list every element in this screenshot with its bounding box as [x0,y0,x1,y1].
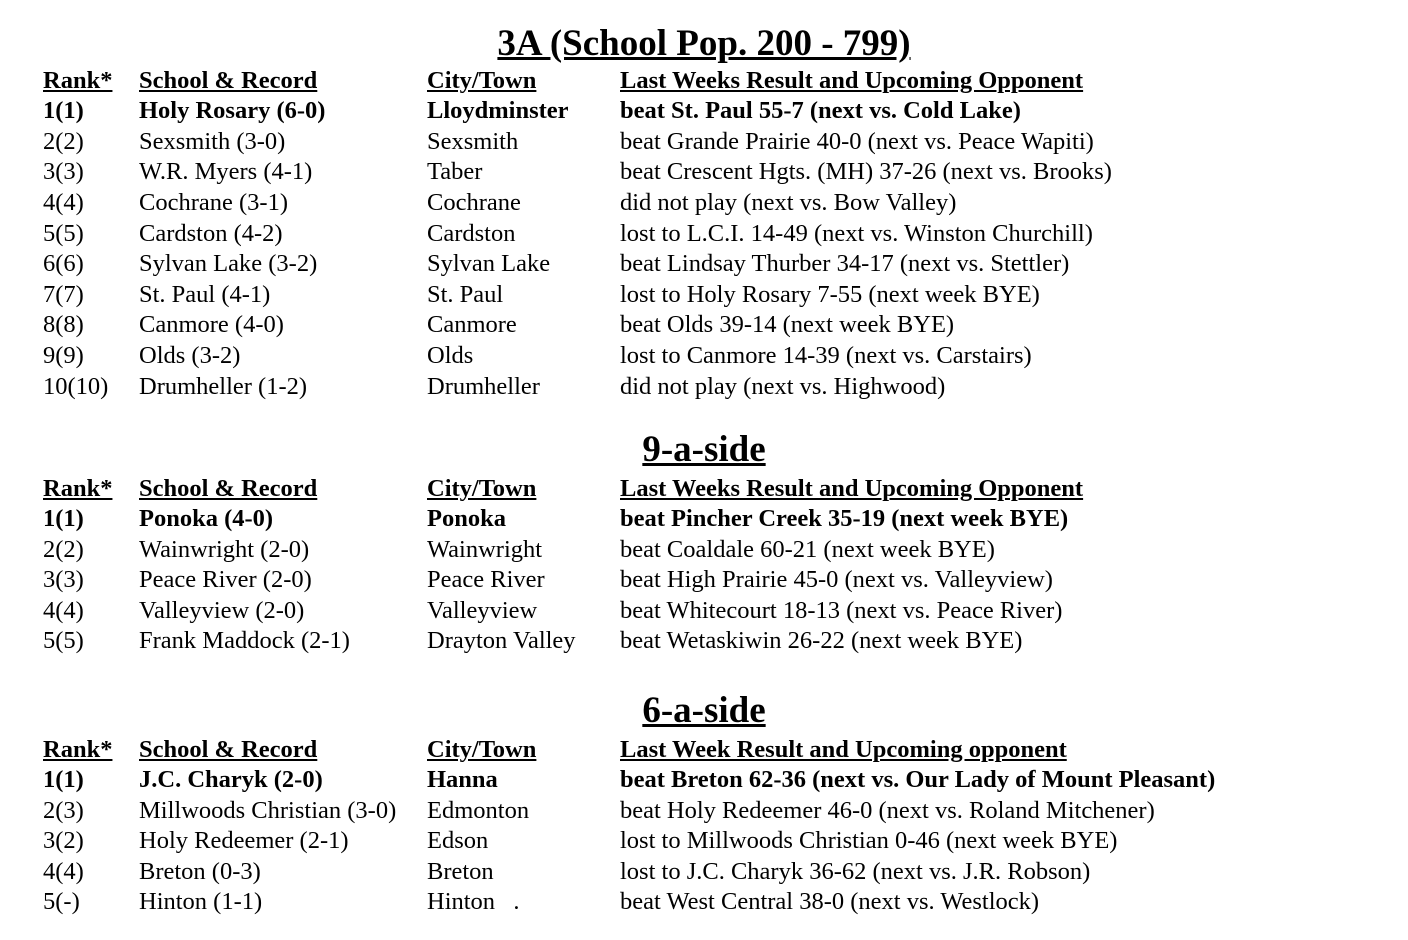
rank-cell: 9(9) [43,342,84,369]
city-cell: Sexsmith [427,128,519,155]
table-row [0,887,1408,917]
result-cell: beat St. Paul 55-7 (next vs. Cold Lake) [620,97,1021,124]
rank-cell: 3(2) [43,827,84,854]
city-cell: Peace River [427,566,545,593]
city-cell: Wainwright [427,536,543,563]
table-header [0,66,1408,96]
school-cell: Drumheller (1-2) [139,373,308,400]
table-row [0,596,1408,626]
rank-header: Rank* [43,475,113,502]
city-cell: St. Paul [427,281,504,308]
table-row [0,535,1408,565]
school-cell: Hinton (1-1) [139,888,263,915]
city-header: City/Town [427,475,537,502]
rank-cell: 4(4) [43,189,84,216]
table-row [0,796,1408,826]
rank-cell: 5(5) [43,220,84,247]
table-row [0,280,1408,310]
result-cell: beat Crescent Hgts. (MH) 37-26 (next vs. Brooks) [620,158,1112,185]
school-cell: Holy Redeemer (2-1) [139,827,349,854]
school-header: School & Record [139,67,318,94]
result-cell: lost to L.C.I. 14-49 (next vs. Winston Churchill) [620,220,1093,247]
school-cell: Wainwright (2-0) [139,536,310,563]
table-row [0,372,1408,402]
city-cell: Edmonton [427,797,530,824]
school-cell: Ponoka (4-0) [139,505,274,532]
city-cell: Breton [427,858,494,885]
result-cell: lost to Holy Rosary 7-55 (next week BYE) [620,281,1040,308]
city-cell: Cardston [427,220,516,247]
rank-cell: 10(10) [43,373,109,400]
table-row [0,565,1408,595]
table-row [0,826,1408,856]
school-cell: Cardston (4-2) [139,220,283,247]
result-cell: beat Grande Prairie 40-0 (next vs. Peace Wapiti) [620,128,1094,155]
table-row [0,857,1408,887]
table-row [0,310,1408,340]
school-cell: J.C. Charyk (2-0) [139,766,323,793]
section-title: 9-a-side [642,429,766,470]
school-cell: Sylvan Lake (3-2) [139,250,318,277]
table-row [0,96,1408,126]
city-cell: Hinton . [427,888,520,915]
rank-cell: 4(4) [43,858,84,885]
result-header: Last Week Result and Upcoming opponent [620,736,1067,763]
school-cell: Holy Rosary (6-0) [139,97,326,124]
rank-cell: 2(2) [43,128,84,155]
rank-cell: 5(-) [43,888,80,915]
result-cell: beat High Prairie 45-0 (next vs. Valleyview) [620,566,1053,593]
rank-cell: 2(3) [43,797,84,824]
school-cell: Sexsmith (3-0) [139,128,286,155]
school-header: School & Record [139,475,318,502]
city-cell: Lloydminster [427,97,569,124]
school-cell: W.R. Myers (4-1) [139,158,313,185]
city-cell: Cochrane [427,189,521,216]
city-cell: Taber [427,158,483,185]
school-cell: Millwoods Christian (3-0) [139,797,397,824]
rank-cell: 3(3) [43,566,84,593]
school-cell: Frank Maddock (2-1) [139,627,350,654]
table-row [0,504,1408,534]
rank-cell: 1(1) [43,766,84,793]
result-cell: lost to Canmore 14-39 (next vs. Carstairs) [620,342,1032,369]
city-cell: Olds [427,342,474,369]
city-cell: Valleyview [427,597,538,624]
result-cell: beat Pincher Creek 35-19 (next week BYE) [620,505,1069,532]
table-row [0,249,1408,279]
school-header: School & Record [139,736,318,763]
result-header: Last Weeks Result and Upcoming Opponent [620,475,1084,502]
rank-header: Rank* [43,67,113,94]
rank-header: Rank* [43,736,113,763]
result-cell: beat West Central 38-0 (next vs. Westlock) [620,888,1040,915]
table-header [0,735,1408,765]
rank-cell: 4(4) [43,597,84,624]
table-header [0,474,1408,504]
school-cell: Breton (0-3) [139,858,261,885]
city-cell: Canmore [427,311,517,338]
result-cell: beat Holy Redeemer 46-0 (next vs. Roland Mitchener) [620,797,1155,824]
school-cell: Cochrane (3-1) [139,189,288,216]
table-row [0,157,1408,187]
table-row [0,127,1408,157]
result-cell: beat Coaldale 60-21 (next week BYE) [620,536,995,563]
city-header: City/Town [427,736,537,763]
rank-cell: 5(5) [43,627,84,654]
rank-cell: 3(3) [43,158,84,185]
city-cell: Edson [427,827,489,854]
table-row [0,341,1408,371]
city-cell: Ponoka [427,505,506,532]
result-cell: beat Breton 62-36 (next vs. Our Lady of Mount Pleasant) [620,766,1216,793]
result-cell: beat Whitecourt 18-13 (next vs. Peace River) [620,597,1063,624]
result-header: Last Weeks Result and Upcoming Opponent [620,67,1084,94]
rank-cell: 2(2) [43,536,84,563]
city-header: City/Town [427,67,537,94]
school-cell: Canmore (4-0) [139,311,284,338]
result-cell: did not play (next vs. Bow Valley) [620,189,957,216]
rank-cell: 1(1) [43,97,84,124]
school-cell: Valleyview (2-0) [139,597,305,624]
table-row [0,765,1408,795]
result-cell: lost to J.C. Charyk 36-62 (next vs. J.R. Robson) [620,858,1091,885]
city-cell: Drumheller [427,373,540,400]
table-row [0,626,1408,656]
rank-cell: 6(6) [43,250,84,277]
section-title: 3A (School Pop. 200 - 799) [497,23,911,64]
school-cell: Olds (3-2) [139,342,241,369]
city-cell: Sylvan Lake [427,250,551,277]
city-cell: Hanna [427,766,498,793]
result-cell: beat Lindsay Thurber 34-17 (next vs. Stettler) [620,250,1070,277]
rank-cell: 8(8) [43,311,84,338]
result-cell: lost to Millwoods Christian 0-46 (next week BYE) [620,827,1118,854]
rank-cell: 1(1) [43,505,84,532]
result-cell: beat Wetaskiwin 26-22 (next week BYE) [620,627,1023,654]
section-title: 6-a-side [642,690,766,731]
result-cell: did not play (next vs. Highwood) [620,373,946,400]
result-cell: beat Olds 39-14 (next week BYE) [620,311,955,338]
table-row [0,188,1408,218]
table-row [0,219,1408,249]
rank-cell: 7(7) [43,281,84,308]
city-cell: Drayton Valley [427,627,576,654]
school-cell: Peace River (2-0) [139,566,312,593]
school-cell: St. Paul (4-1) [139,281,271,308]
